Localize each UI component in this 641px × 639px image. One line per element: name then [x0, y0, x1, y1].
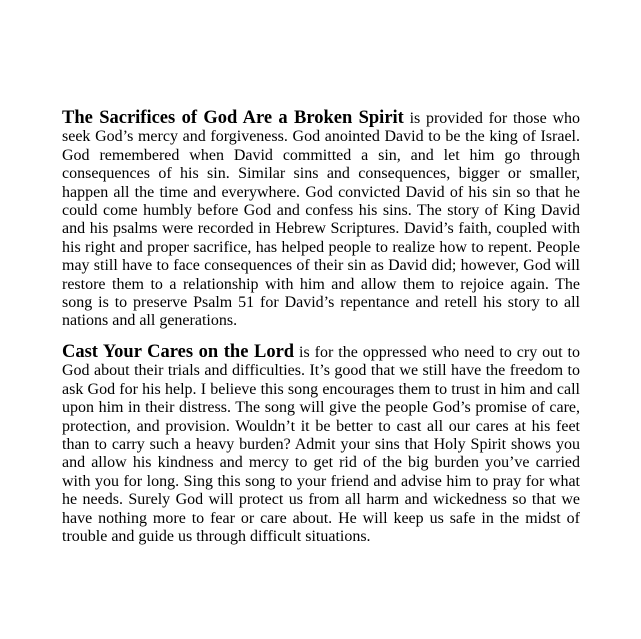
- paragraph: [62, 109, 580, 331]
- paragraph-text: is for the oppressed who need to cry out to God about their trials and difficulties. It’s good that we still have the freedom to ask God for his help. I believe this song encourages them to trust in him and call upon him in their distress. The song will give the people God’s promise of care, protection, and provision. Wouldn’t it be better to cast all our cares at his feet than to carry such a heavy burden? Admit your sins that Holy Spirit shows you and allow his kindness and mercy to get rid of the big burden you’ve carried with you for long. Sing this song to your friend and advise him to pray for what he needs. Surely God will protect us from all harm and wickedness so that we have nothing more to fear or care about. He will keep us safe in the midst of trouble and guide us through difficult situations.: [62, 343, 580, 545]
- section-heading-cast-your-cares: Cast Your Cares on the Lord: [62, 341, 295, 362]
- paragraph-text: is provided for those who seek God’s mercy and forgiveness. God anointed David to be the king of Israel. God remembered when David committed a sin, and let him go through consequences of his sin. Similar sins and consequences, bigger or smaller, happen all the time and everywhere. God convicted David of his sin so that he could come humbly before God and confess his sins. The story of King David and his psalms were recorded in Hebrew Scriptures. David’s faith, coupled with his right and proper sacrifice, has helped people to realize how to repent. People may still have to face consequences of their sin as David did; however, God will restore them to a relationship with him and allow them to rejoice again. The song is to preserve Psalm 51 for David’s repentance and retell his story to all nations and all generations.: [62, 110, 580, 330]
- paragraph: [62, 343, 580, 546]
- section-heading-sacrifices-of-god: The Sacrifices of God Are a Broken Spirit: [62, 108, 404, 128]
- text-block: [62, 109, 580, 558]
